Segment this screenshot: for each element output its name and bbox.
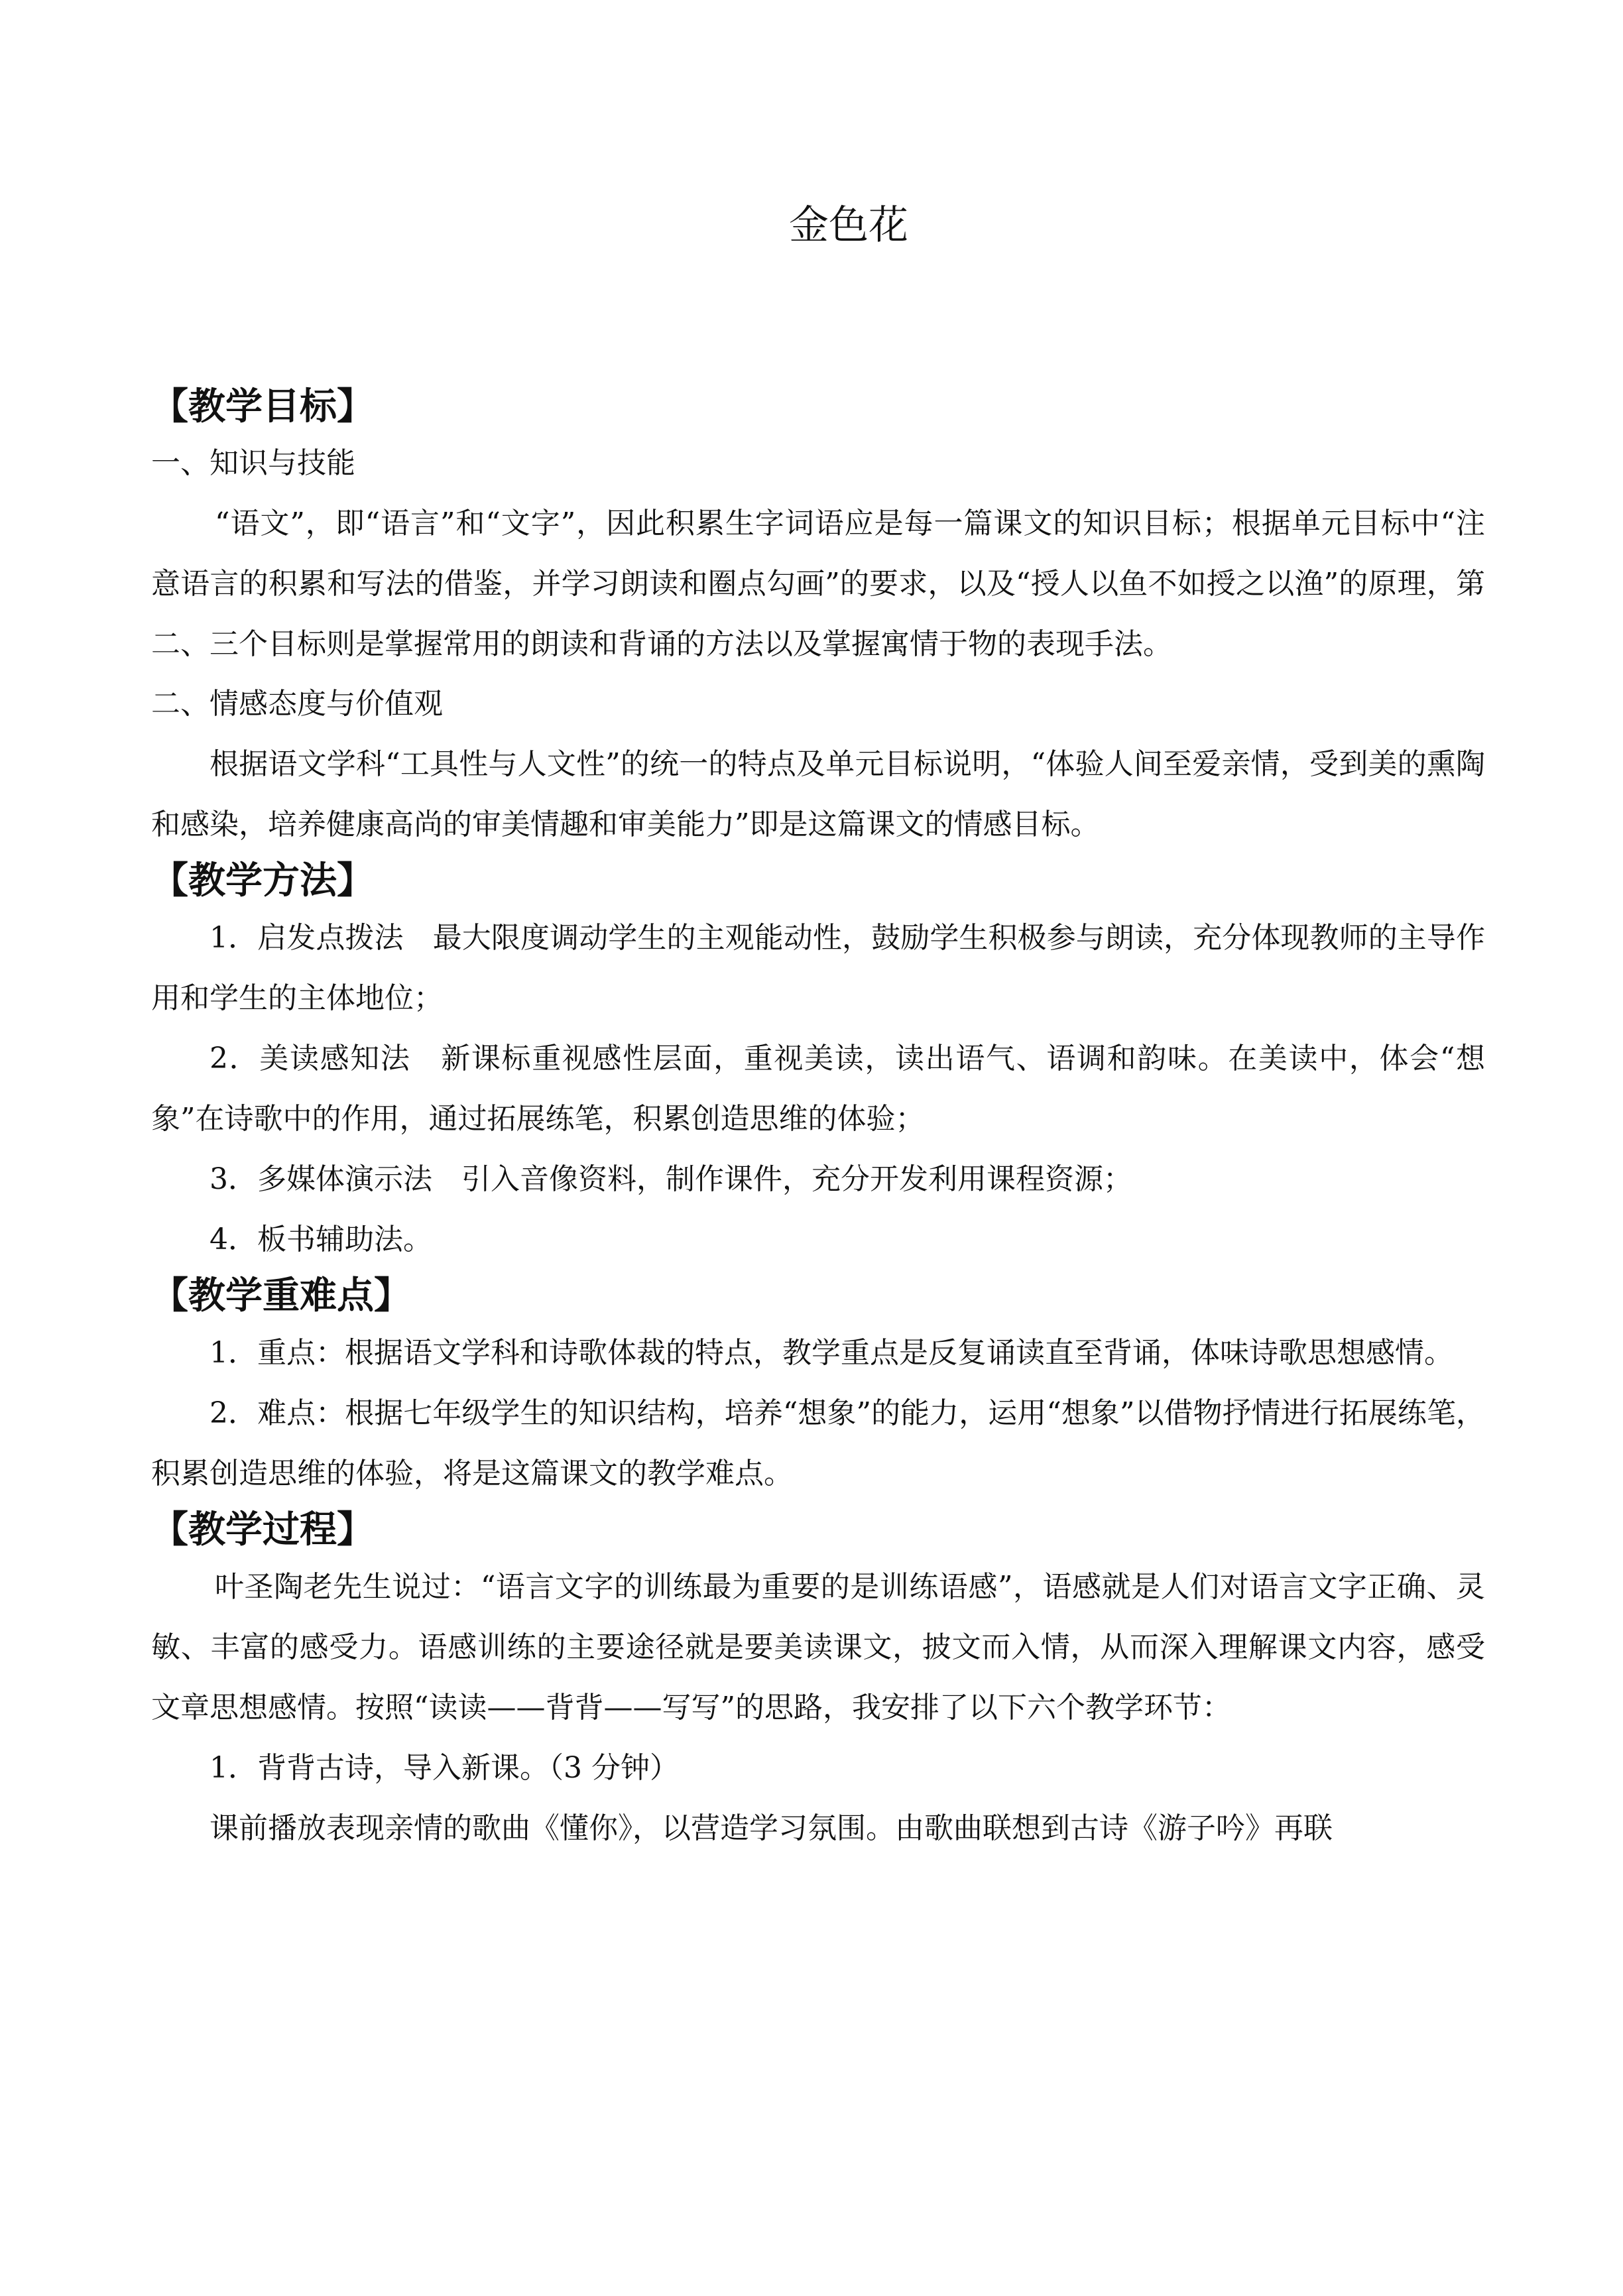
method-item-3: 3．多媒体演示法 引入音像资料，制作课件，充分开发利用课程资源； — [210, 1162, 1132, 1196]
document-content — [151, 381, 1485, 1858]
process-intro: 叶圣陶老先生说过：“语言文字的训练最为重要的是训练语感”，语感就是人们对语言文字正确、灵敏、丰富的感受力。语感训练的主要途径就是要美读课文，披文而入情，从而深入理解课文内容，感受文章思想感情。按照“读读——背背——写写”的思路，我安排了以下六个教学环节： — [151, 1570, 1486, 1724]
method-item-1: 1．启发点拨法 最大限度调动学生的主观能动性，鼓励学生积极参与朗读，充分体现教师的主导作用和学生的主体地位； — [151, 921, 1485, 1015]
section-heading-methods: 【教学方法】 — [151, 859, 374, 902]
section-heading-objectives: 【教学目标】 — [151, 385, 374, 428]
key-point-2: 2．难点：根据七年级学生的知识结构，培养“想象”的能力，运用“想象”以借物抒情进行拓展练笔，积累创造思维的体验，将是这篇课文的教学难点。 — [151, 1396, 1485, 1490]
method-item-4: 4．板书辅助法。 — [210, 1223, 432, 1256]
document-title: 金色花 — [789, 202, 908, 249]
process-step-1: 1．背背古诗，导入新课。（3 分钟） — [210, 1751, 679, 1785]
subheading-emotion-values: 二、情感态度与价值观 — [151, 687, 443, 721]
subheading-knowledge-skills: 一、知识与技能 — [151, 446, 355, 480]
process-step-1-text: 课前播放表现亲情的歌曲《懂你》，以营造学习氛围。由歌曲联想到古诗《游子吟》再联 — [210, 1811, 1333, 1845]
section-heading-key-points: 【教学重难点】 — [151, 1274, 411, 1317]
section-heading-process: 【教学过程】 — [151, 1508, 374, 1551]
paragraph-knowledge-skills: “语文”，即“语言”和“文字”，因此积累生字词语应是每一篇课文的知识目标；根据单元目标中“注意语言的积累和写法的借鉴，并学习朗读和圈点勾画”的要求，以及“授人以鱼不如授之以渔”的原理，第二、三个目标则是掌握常用的朗读和背诵的方法以及掌握寓情于物的表现手法。 — [151, 507, 1485, 661]
paragraph-emotion-values: 根据语文学科“工具性与人文性”的统一的特点及单元目标说明，“体验人间至爱亲情，受到美的熏陶和感染，培养健康高尚的审美情趣和审美能力”即是这篇课文的情感目标。 — [151, 747, 1485, 841]
key-point-1: 1．重点：根据语文学科和诗歌体裁的特点，教学重点是反复诵读直至背诵，体味诗歌思想感情。 — [210, 1336, 1453, 1370]
method-item-2: 2．美读感知法 新课标重视感性层面，重视美读，读出语气、语调和韵味。在美读中，体会“想象”在诗歌中的作用，通过拓展练笔，积累创造思维的体验； — [151, 1042, 1485, 1136]
